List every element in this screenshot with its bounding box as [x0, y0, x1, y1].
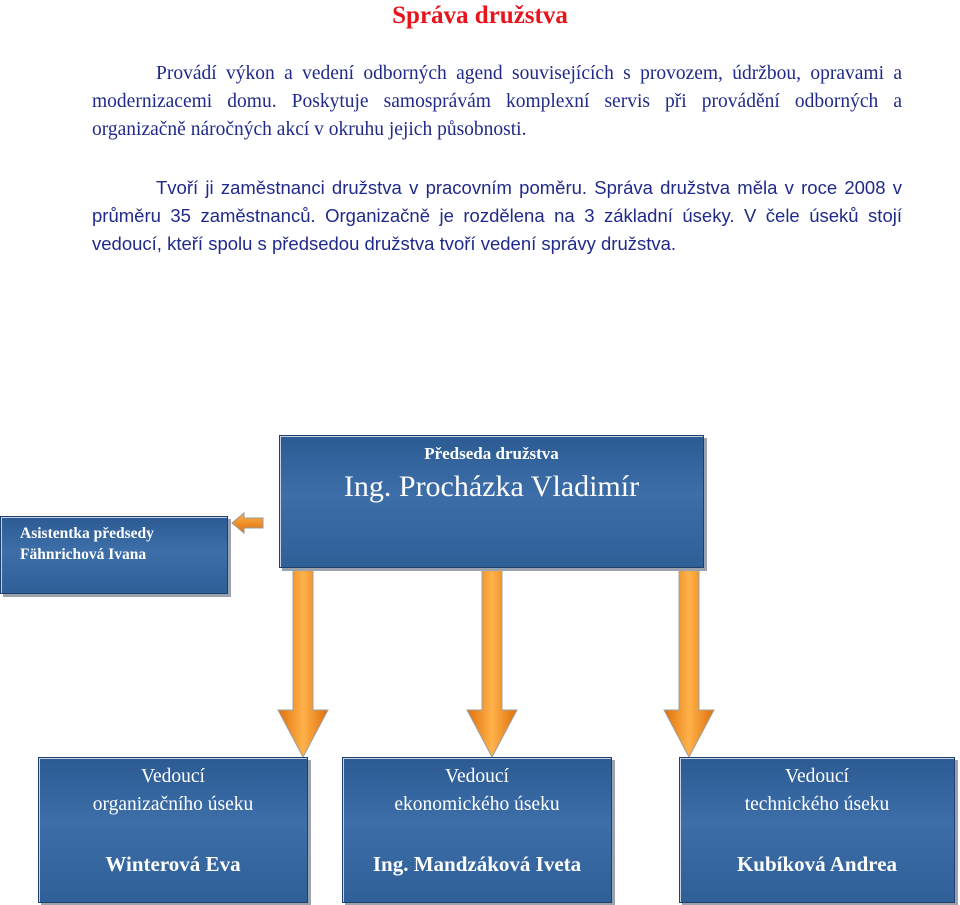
- technical-lead-box: [679, 757, 955, 903]
- lead-department: organizačního úseku: [92, 794, 254, 815]
- chairman-box: [279, 435, 704, 568]
- intro-paragraph-2-text: Tvoří ji zaměstnanci družstva v pracovním poměru. Správa družstva měla v roce 2008 v průměru 35 zaměstnanců. Organizačně je rozdělena na 3 základní úseky. V čele úseků stojí vedoucí, kteří spolu s předsedou družstva tvoří vedení správy družstva.: [92, 177, 902, 254]
- assistant-box: [0, 516, 228, 594]
- organizational-lead-box: [38, 757, 308, 903]
- intro-paragraph-1-text: Provádí výkon a vedení odborných agend souvisejících s provozem, údržbou, opravami a modernizacemi domu. Poskytuje samosprávám komplexní servis při provádění odborných a organizačně náročných akcí v okruhu jejich působnosti.: [92, 63, 902, 140]
- lead-name: Kubíková Andrea: [736, 852, 898, 876]
- lead-name: Ing. Mandzáková Iveta: [372, 852, 582, 876]
- chairman-name: Ing. Procházka Vladimír: [343, 470, 640, 503]
- arrow-to-economic-lead: [467, 568, 517, 757]
- assistant-role: Asistentka předsedy: [20, 525, 154, 542]
- lead-department: ekonomického úseku: [394, 794, 560, 815]
- lead-title: Vedoucí: [785, 766, 849, 787]
- arrow-to-organizational-lead: [278, 568, 328, 757]
- lead-title: Vedoucí: [141, 766, 205, 787]
- chairman-role: Předseda družstva: [424, 444, 559, 463]
- lead-department: technického úseku: [744, 794, 890, 815]
- lead-title: Vedoucí: [445, 766, 509, 787]
- economic-lead-box: [342, 757, 612, 903]
- assistant-name: Fähnrichová Ivana: [20, 546, 147, 563]
- page-title: Správa družstva: [392, 2, 568, 29]
- arrow-to-technical-lead: [664, 568, 714, 757]
- arrow-to-assistant: [232, 513, 263, 533]
- lead-name: Winterová Eva: [105, 852, 241, 876]
